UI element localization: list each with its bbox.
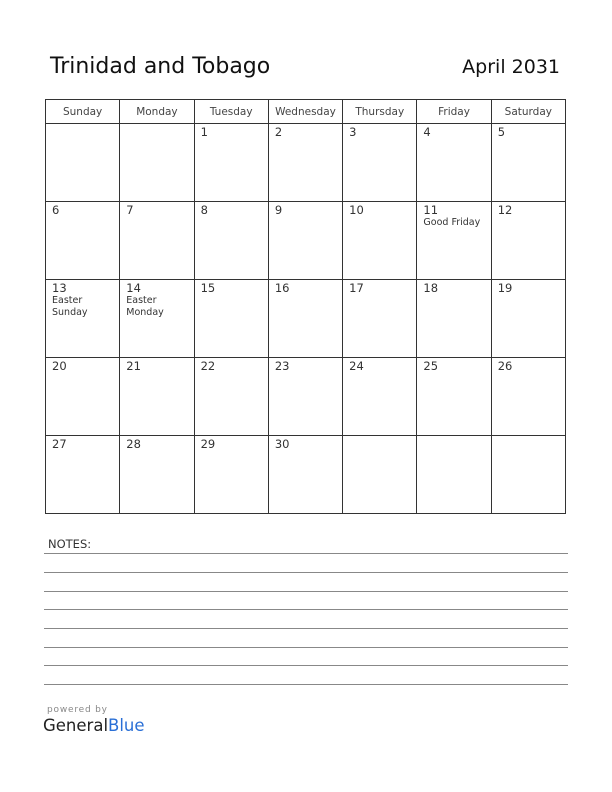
day-cell (268, 124, 342, 202)
calendar-country-title: Trinidad and Tobago (50, 54, 271, 79)
notes-line (44, 684, 568, 685)
day-cell (194, 124, 268, 202)
day-cell (46, 124, 120, 202)
day-number: 16 (274, 281, 290, 295)
notes-label: NOTES: (48, 537, 92, 551)
day-number: 15 (200, 281, 216, 295)
day-cell (194, 436, 268, 514)
day-cell (491, 358, 565, 436)
week-row (46, 280, 566, 358)
day-number: 26 (497, 359, 513, 373)
day-number: 6 (52, 203, 60, 217)
day-number: 13 (52, 281, 67, 295)
day-cell (268, 280, 342, 358)
brand-blue: Blue (108, 716, 145, 735)
day-cell (491, 280, 565, 358)
day-cell (491, 124, 565, 202)
weekday-friday: Friday (417, 100, 491, 124)
day-cell (268, 436, 342, 514)
day-number: 5 (497, 125, 506, 139)
day-number: 4 (423, 125, 431, 139)
weekday-sunday: Sunday (46, 100, 120, 124)
day-number: 22 (200, 359, 216, 373)
day-cell (194, 202, 268, 280)
weekday-header-row (46, 100, 566, 124)
day-number: 25 (423, 359, 439, 373)
day-number: 29 (200, 437, 216, 451)
powered-by-text: powered by (47, 705, 108, 715)
day-cell (343, 436, 417, 514)
notes-line (44, 665, 568, 666)
weekday-monday: Monday (120, 100, 194, 124)
day-cell (343, 202, 417, 280)
day-cell (491, 436, 565, 514)
day-cell (46, 202, 120, 280)
week-row (46, 436, 566, 514)
notes-line (44, 572, 568, 573)
day-number: 23 (274, 359, 290, 373)
day-number: 19 (497, 281, 513, 295)
day-number: 21 (126, 359, 141, 373)
day-number: 1 (200, 125, 208, 139)
day-number: 3 (349, 125, 357, 139)
weekday-thursday: Thursday (343, 100, 417, 124)
day-number: 2 (274, 125, 283, 139)
notes-line (44, 591, 568, 592)
day-number: 12 (497, 203, 513, 217)
day-number: 18 (423, 281, 439, 295)
weekday-wednesday: Wednesday (268, 100, 342, 124)
calendar-month-title: April 2031 (462, 56, 560, 78)
holiday-label: Easter Sunday (52, 295, 88, 318)
day-number: 30 (274, 437, 290, 451)
day-cell (417, 202, 491, 280)
notes-line (44, 553, 568, 554)
calendar-grid (45, 99, 566, 514)
day-cell (120, 436, 194, 514)
day-cell (194, 358, 268, 436)
day-cell (417, 124, 491, 202)
day-cell (46, 436, 120, 514)
day-cell (120, 358, 194, 436)
notes-line (44, 647, 568, 648)
day-number: 27 (52, 437, 67, 451)
day-cell (343, 280, 417, 358)
week-row (46, 358, 566, 436)
day-number: 17 (349, 281, 364, 295)
day-number: 28 (126, 437, 141, 451)
day-number: 10 (349, 203, 364, 217)
day-cell (491, 202, 565, 280)
day-number: 9 (274, 203, 283, 217)
day-cell (194, 280, 268, 358)
notes-line (44, 609, 568, 610)
holiday-label: Good Friday (423, 217, 481, 228)
day-number: 8 (200, 203, 208, 217)
day-cell (120, 202, 194, 280)
day-cell (46, 280, 120, 358)
day-cell (268, 358, 342, 436)
week-row (46, 124, 566, 202)
day-cell (417, 436, 491, 514)
brand-general: General (43, 716, 109, 735)
day-cell (120, 124, 194, 202)
day-cell (417, 358, 491, 436)
weekday-saturday: Saturday (491, 100, 565, 124)
generalblue-logo[interactable] (43, 716, 145, 735)
day-cell (268, 202, 342, 280)
day-number: 14 (126, 281, 141, 295)
day-number: 20 (52, 359, 67, 373)
day-cell (120, 280, 194, 358)
day-cell (343, 124, 417, 202)
holiday-label: Easter Monday (126, 295, 164, 318)
day-cell (343, 358, 417, 436)
notes-line (44, 628, 568, 629)
day-number: 24 (349, 359, 364, 373)
day-number: 7 (126, 203, 134, 217)
day-cell (417, 280, 491, 358)
weekday-tuesday: Tuesday (194, 100, 268, 124)
day-cell (46, 358, 120, 436)
day-number: 11 (423, 203, 439, 217)
week-row (46, 202, 566, 280)
